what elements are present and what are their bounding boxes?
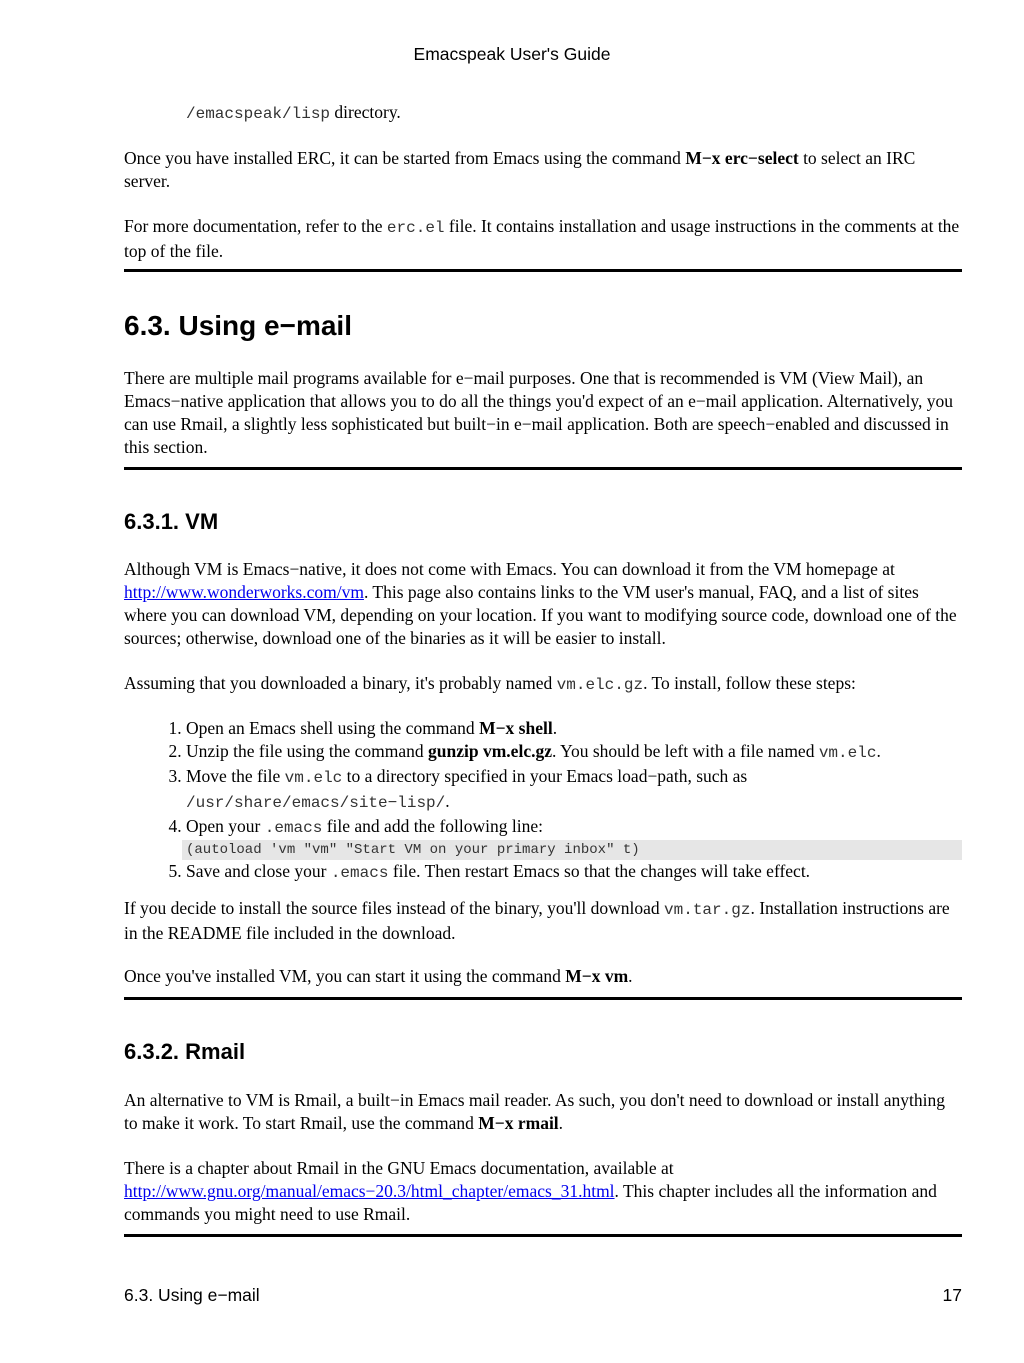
inline-code: .emacs xyxy=(264,819,323,837)
vm-paragraph-3 xyxy=(124,897,962,945)
footer-page-number: 17 xyxy=(942,1285,962,1305)
text: Once you've installed VM, you can start it using the command xyxy=(124,966,566,986)
inline-code: /usr/share/emacs/site−lisp/ xyxy=(186,794,446,812)
text: file. It contains installation and usage instructions in the comments at the top of the file. xyxy=(124,216,960,261)
text: Assuming that you downloaded a binary, it's probably named xyxy=(124,673,557,693)
section-divider xyxy=(124,997,962,1000)
inline-code: vm.elc xyxy=(284,769,343,787)
text: directory. xyxy=(330,102,401,122)
text: . This page also contains links to the VM user's manual, FAQ, and a list of sites where you can download VM, depending on your location. If you want to modifying source code, download one of the sources; otherwise, download one of the binaries as it will be easier to install. xyxy=(124,582,957,648)
gnu-emacs-rmail-link[interactable]: http://www.gnu.org/manual/emacs−20.3/html_chapter/emacs_31.html xyxy=(124,1181,615,1201)
command: M−x shell xyxy=(479,718,553,738)
section-divider xyxy=(124,1234,962,1237)
command: M−x vm xyxy=(565,966,629,986)
inline-code: erc.el xyxy=(386,219,445,237)
inline-code: vm.tar.gz xyxy=(664,901,751,919)
vm-paragraph-2 xyxy=(124,672,962,697)
command: gunzip vm.elc.gz xyxy=(428,741,552,761)
command: M−x erc−select xyxy=(685,148,799,168)
subsection-title-rmail: 6.3.2. Rmail xyxy=(124,1039,246,1064)
text: There are multiple mail programs available for e−mail purposes. One that is recommended is VM (View Mail), an Emacs−native application that allows you to do all the things you'd expect of an e−mail application. Alternatively, you can use Rmail, a slightly less sophisticated but built−in e−mail application. Both are speech−enabled and discussed in this section. xyxy=(124,368,953,457)
text: . This chapter includes all the information and commands you might need to use Rmail. xyxy=(124,1181,937,1224)
list-item: 5. Save and close your .emacs file. Then restart Emacs so that the changes will take effect. xyxy=(186,860,962,885)
running-header: Emacspeak User's Guide xyxy=(413,44,611,64)
text: . To install, follow these steps: xyxy=(643,673,856,693)
text: Once you have installed ERC, it can be started from Emacs using the command xyxy=(124,148,686,168)
text: . Installation instructions are in the README file included in the download. xyxy=(124,898,950,943)
code-block: (autoload 'vm "vm" "Start VM on your primary inbox" t) xyxy=(182,840,962,860)
text: . xyxy=(628,966,633,986)
text: to select an IRC server. xyxy=(124,148,916,191)
rmail-paragraph-2 xyxy=(124,1157,962,1226)
paragraph-erc-docs xyxy=(124,215,962,263)
text: For more documentation, refer to the xyxy=(124,216,387,236)
footer-section: 6.3. Using e−mail xyxy=(124,1285,260,1305)
text: There is a chapter about Rmail in the GNU Emacs documentation, available at xyxy=(124,1158,674,1178)
text: An alternative to VM is Rmail, a built−in Emacs mail reader. As such, you don't need to download or install anything to make it work. To start Rmail, use the command xyxy=(124,1090,945,1133)
text: . xyxy=(558,1113,564,1133)
text: If you decide to install the source files instead of the binary, you'll download xyxy=(124,898,665,918)
inline-code: vm.elc.gz xyxy=(556,676,644,694)
vm-homepage-link[interactable]: http://www.wonderworks.com/vm xyxy=(124,582,364,602)
rmail-paragraph-1 xyxy=(124,1089,962,1135)
subsection-title-vm: 6.3.1. VM xyxy=(124,509,219,534)
list-item: 4. Open your .emacs file and add the following line: (autoload 'vm "vm" "Start VM on your primary inbox" t) xyxy=(186,815,962,860)
section-title: 6.3. Using e−mail xyxy=(124,310,352,341)
install-steps-list xyxy=(124,717,962,885)
vm-paragraph-4 xyxy=(124,965,962,988)
section-intro-paragraph xyxy=(124,367,962,459)
vm-paragraph-1 xyxy=(124,558,962,650)
intro-line xyxy=(124,101,962,126)
text: Although VM is Emacs−native, it does not come with Emacs. You can download it from the VM homepage at xyxy=(124,559,895,579)
section-divider xyxy=(124,467,962,470)
inline-code: /emacspeak/lisp xyxy=(186,105,331,123)
list-item: 2. Unzip the file using the command gunzip vm.elc.gz. You should be left with a file named vm.elc. xyxy=(186,740,962,765)
command: M−x rmail xyxy=(478,1113,559,1133)
list-item: 3. Move the file vm.elc to a directory specified in your Emacs load−path, such as /usr/share/emacs/site−lisp/. xyxy=(186,765,962,815)
paragraph-erc-start xyxy=(124,147,962,193)
inline-code: vm.elc xyxy=(818,744,877,762)
list-item: 1. Open an Emacs shell using the command M−x shell. xyxy=(186,717,962,740)
section-divider xyxy=(124,269,962,272)
inline-code: .emacs xyxy=(330,864,389,882)
